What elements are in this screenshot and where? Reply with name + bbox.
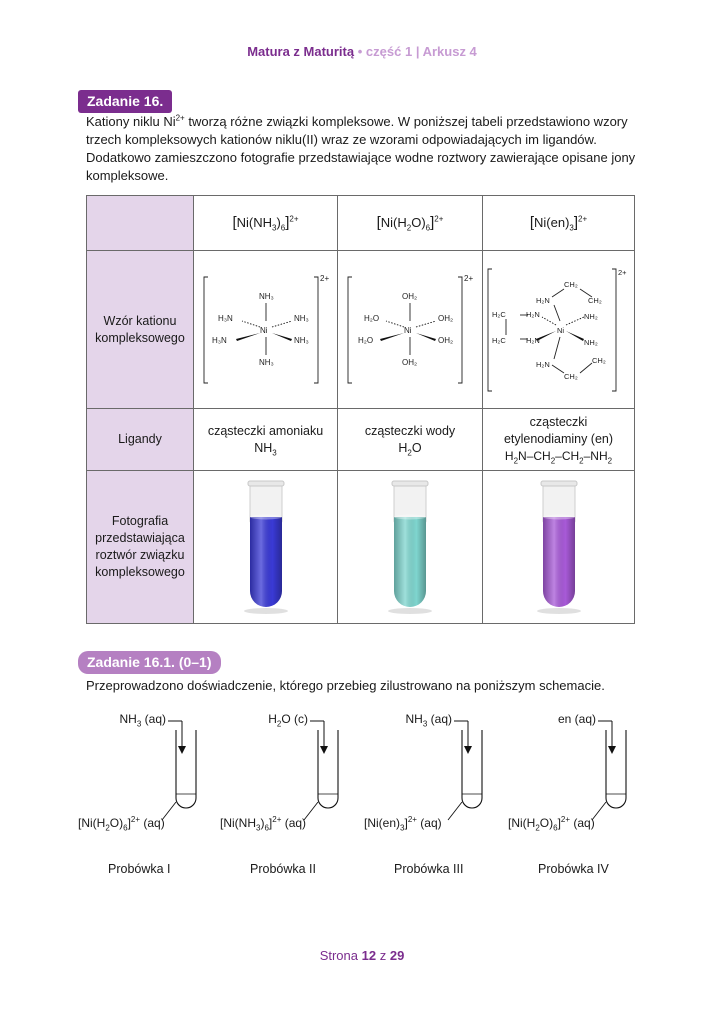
test-tube-nh3 xyxy=(236,477,296,617)
svg-text:CH₂: CH₂ xyxy=(587,295,602,305)
ion-formula-h2o: $[Ni(H_2O)_6]^{2+}$ xyxy=(338,196,483,251)
photo-nh3 xyxy=(194,471,338,624)
ion-formula-en: $[Ni(en)_3]^{2+}$ xyxy=(483,196,635,251)
ligand-nh3: cząsteczki amoniaku $NH_3$ xyxy=(194,409,338,471)
structure-h2o xyxy=(338,251,483,409)
page-total: 29 xyxy=(389,948,405,963)
ligand-en: cząsteczki etylenodiaminy (en) $H_2N-CH_2-CH_2-NH_2$ xyxy=(483,409,635,471)
svg-text:NH₃: NH₃ xyxy=(258,291,274,301)
test-tube-h2o xyxy=(380,477,440,617)
structure-en xyxy=(483,251,635,409)
header-separator: • xyxy=(357,44,363,59)
tube-content-label: $[Ni(NH_3)_6]^{2+}$ (aq) xyxy=(220,815,307,833)
row-header-photo: Fotografia przedstawiająca roztwór związku kompleksowego xyxy=(87,471,194,624)
svg-text:2+: 2+ xyxy=(319,273,329,283)
svg-text:OH₂: OH₂ xyxy=(438,335,454,345)
row-header-formula: Wzór kationu kompleksowego xyxy=(87,251,194,409)
photo-en xyxy=(483,471,635,624)
svg-text:OH₂: OH₂ xyxy=(402,291,418,301)
octahedral-structure-nh3 xyxy=(196,255,336,405)
complex-ions-table xyxy=(86,195,635,624)
series-title: Matura z Maturitą xyxy=(247,44,355,59)
svg-text:NH₃: NH₃ xyxy=(293,313,309,323)
task-16-badge: Zadanie 16. xyxy=(78,90,172,113)
tube-content-label: $[Ni(H_2O)_6]^{2+}$ (aq) xyxy=(508,815,595,833)
svg-text:H₂O: H₂O xyxy=(364,313,380,323)
tube-label: Probówka II xyxy=(250,862,317,876)
ni-center-h2o: Ni xyxy=(404,325,412,335)
header-sheet: Arkusz 4 xyxy=(422,44,477,59)
svg-text:NH₃: NH₃ xyxy=(258,357,274,367)
ni-center-nh3: Ni xyxy=(259,325,268,335)
svg-text:H₃N: H₃N xyxy=(211,335,227,345)
ligand-h2o: cząsteczki wody $H_2O$ xyxy=(338,409,483,471)
task-16-1-text: Przeprowadzono doświadczenie, którego przebieg zilustrowano na poniższym schemacie. xyxy=(86,678,605,693)
octahedral-structure-h2o xyxy=(340,255,480,405)
reagent-label: $H_2O$ (c) xyxy=(268,712,308,729)
structure-nh3 xyxy=(194,251,338,409)
svg-text:CH₂: CH₂ xyxy=(563,279,578,289)
svg-text:H₂N: H₂N xyxy=(535,359,550,369)
svg-text:CH₂: CH₂ xyxy=(563,371,578,381)
svg-text:NH₂: NH₂ xyxy=(583,311,598,321)
reagent-label: en (aq) xyxy=(557,712,596,726)
row-header-ligands: Ligandy xyxy=(87,409,194,471)
reagent-label: $NH_3$ (aq) xyxy=(119,712,166,729)
octahedral-structure-en xyxy=(484,255,634,405)
tube-content-label: $[Ni(H_2O)_6]^{2+}$ (aq) xyxy=(78,815,165,833)
ion-formula-nh3: $[Ni(NH_3)_6]^{2+}$ xyxy=(194,196,338,251)
svg-text:H₃N: H₃N xyxy=(217,313,233,323)
svg-text:NH₃: NH₃ xyxy=(293,335,309,345)
svg-text:H₂N: H₂N xyxy=(525,335,540,345)
task-16-1-badge: Zadanie 16.1. (0–1) xyxy=(78,651,221,674)
svg-text:OH₂: OH₂ xyxy=(402,357,418,367)
svg-text:CH₂: CH₂ xyxy=(591,355,606,365)
svg-text:H₂O: H₂O xyxy=(358,335,374,345)
svg-text:2+: 2+ xyxy=(617,267,627,277)
test-tube-en xyxy=(529,477,589,617)
photo-h2o xyxy=(338,471,483,624)
task-16-intro: Kationy niklu $Ni^{2+}$ tworzą różne związki kompleksowe. W poniższej tabeli przedstawiono wzory trzech kompleksowych kationów niklu(II) wraz ze wzorami odpowiadających im ligandów. Dodatkowo zamieszczono fotografie przedstawiające wodne roztwory zawierające opisane jony kompleksowe. xyxy=(86,113,636,183)
header-pipe: | xyxy=(415,44,420,59)
tube-label: Probówka III xyxy=(394,862,464,876)
page-header xyxy=(0,44,724,59)
tube-content-label: $[Ni(en)_3]^{2+}$ (aq) xyxy=(364,815,442,833)
svg-text:OH₂: OH₂ xyxy=(438,313,454,323)
svg-text:H₂C: H₂C xyxy=(491,335,506,345)
tube-label: Probówka I xyxy=(108,862,171,876)
svg-text:NH₂: NH₂ xyxy=(583,337,598,347)
header-part: część 1 xyxy=(365,44,413,59)
page-number: 12 xyxy=(361,948,377,963)
svg-text:H₂N: H₂N xyxy=(535,295,550,305)
reagent-label: $NH_3$ (aq) xyxy=(405,712,452,729)
table-corner xyxy=(87,196,194,251)
svg-text:H₂N: H₂N xyxy=(525,309,540,319)
tube-label: Probówka IV xyxy=(538,862,609,876)
svg-text:H₂C: H₂C xyxy=(491,309,506,319)
svg-text:2+: 2+ xyxy=(464,273,474,283)
page-footer: Strona 12 z 29 xyxy=(319,948,405,963)
ni-center-en: Ni xyxy=(556,325,564,335)
